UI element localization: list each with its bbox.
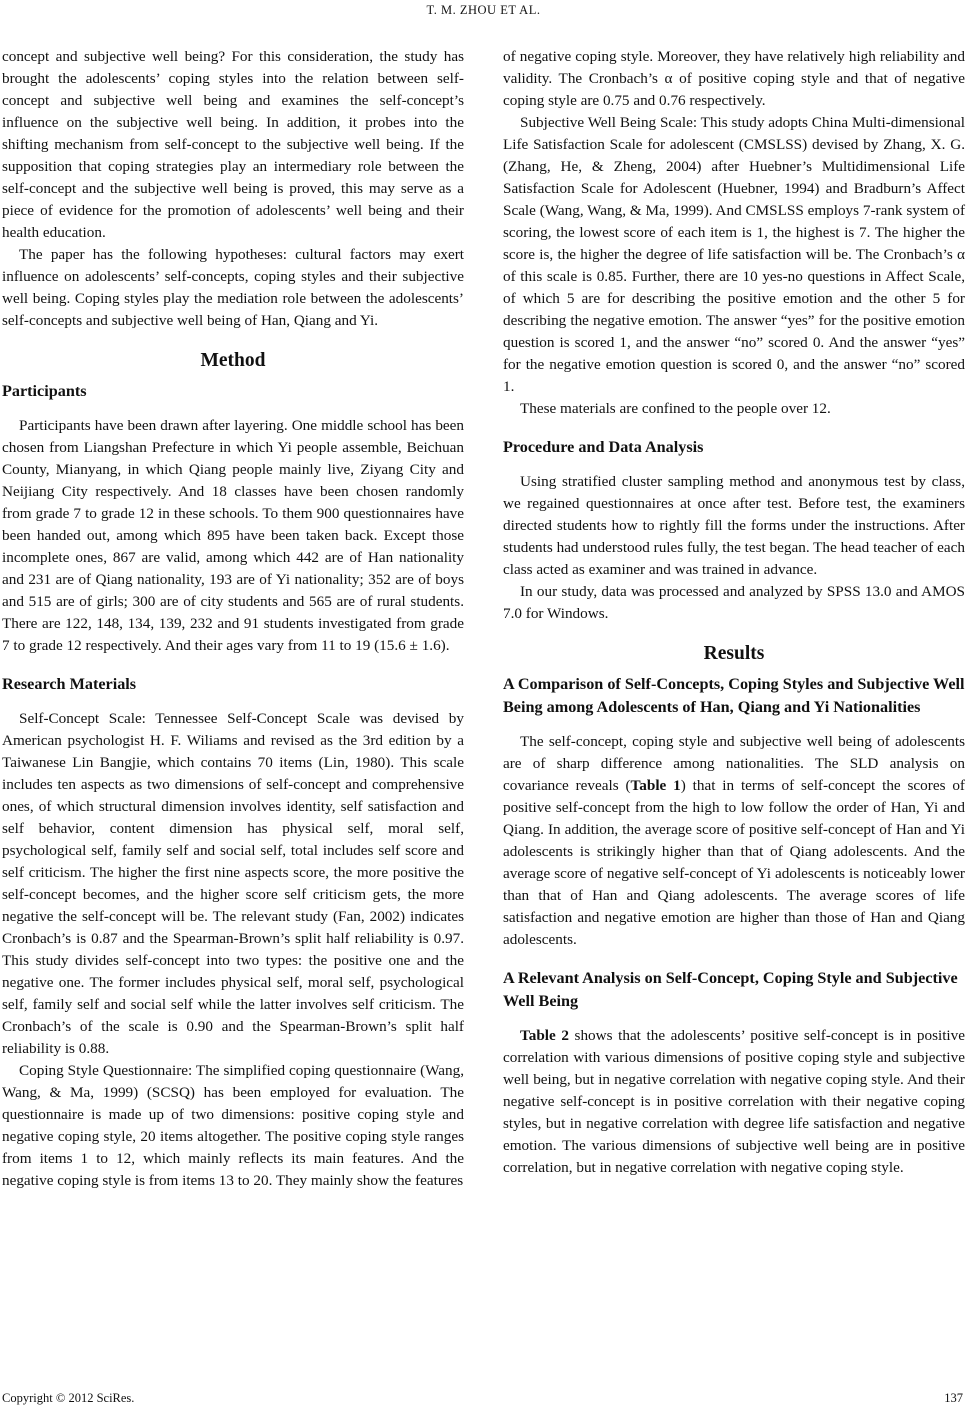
paragraph-text: ) that in terms of self-concept the scores of positive self-concept from the high to low follow the order of Han, Yi and Qiang. In addition, the average score of positive self-concept of Han and Yi adolescents is strikingly higher than that of Qiang adolescents. And the average score of negative self-concept of Yi adolescents is noticeably lower than that of Han and Qiang adolescents. The average scores of life satisfaction and negative emotion are higher than those of Han and Qiang adolescents. <box>503 777 965 948</box>
paragraph: These materials are confined to the people over 12. <box>520 400 831 417</box>
paragraph: Using stratified cluster sampling method and anonymous test by class, we regained questionnaires at once after test. Before test, the examiners directed students how to rightly fill the forms under the instructions. After students had understood rules fully, the test began. The head teacher of each class acted as examiner and was trained in advance. <box>503 473 965 578</box>
paragraph <box>503 731 965 951</box>
paragraph: Subjective Well Being Scale: This study adopts China Multi-dimensional Life Satisfaction Scale for adolescent (CMSLSS) devised by Zhang, X. G. (Zhang, He, & Zheng, 2004) after Huebner’s Multidimensional Life Satisfaction Scale for Adolescent (Huebner, 1994) and Bradburn’s Affect Scale (Wang, Wang, & Ma, 1999). And CMSLSS employs 7-rank system of scoring, the lowest score of each item is 1, the highest is 7. The higher the score is, the higher the degree of life satisfaction will be. The Cronbach’s α of this scale is 0.85. Further, there are 10 yes-no questions in Affect Scale, of which 5 are for describing the positive emotion and the other 5 for describing the negative emotion. The answer “yes” for the positive emotion question is scored 1, and the answer “no” scored 0. And the answer “yes” for the negative emotion question is scored 0, and the answer “no” scored 1. <box>503 114 965 395</box>
paragraph: of negative coping style. Moreover, they have relatively high reliability and validity. The Cronbach’s α of positive coping style and that of negative coping style are 0.75 and 0.76 respectively. <box>503 48 965 109</box>
right-column <box>503 46 965 1179</box>
paragraph: The paper has the following hypotheses: cultural factors may exert influence on adolescents’ self-concepts, coping styles and their subjective well being. Coping styles play the mediation role between the adolescents’ self-concepts and subjective well being of Han, Qiang and Yi. <box>2 246 464 329</box>
paragraph: Coping Style Questionnaire: The simplified coping questionnaire (Wang, Wang, & Ma, 1999) (SCSQ) has been employed for evaluation. The questionnaire is made up of two dimensions: positive coping style and negative coping style, 20 items altogether. The positive coping style ranges from items 1 to 12, which mainly reflects its main features. And the negative coping style is from items 13 to 20. They mainly show the features <box>2 1062 464 1189</box>
paragraph-text: shows that the adolescents’ positive self-concept is in positive correlation with various dimensions of positive coping style and subjective well being, but in negative correlation with negative coping style. And their negative self-concept is in positive correlation with their negative coping styles, but in negative correlation with degree life satisfaction and negative emotion. The various dimensions of subjective well being are in positive correlation, but in negative correlation with negative coping style. <box>503 1027 965 1176</box>
subsection-heading-procedure: Procedure and Data Analysis <box>503 438 704 456</box>
paragraph <box>503 1025 965 1179</box>
table-reference: Table 2 <box>520 1027 569 1044</box>
section-heading-method: Method <box>200 350 266 371</box>
paragraph: In our study, data was processed and analyzed by SPSS 13.0 and AMOS 7.0 for Windows. <box>503 583 965 622</box>
left-column <box>2 46 464 1192</box>
table-reference: Table 1 <box>630 777 681 794</box>
footer-page-number: 137 <box>944 1391 963 1405</box>
paragraph: Self-Concept Scale: Tennessee Self-Concept Scale was devised by American psychologist H. F. Wiliams and revised as the 3rd edition by a Taiwanese Lin Bangjie, which contains 70 items (Lin, 1980). This scale includes ten aspects as two dimensions of self-concept and comprehensive ones, of which structural dimension involves identity, self satisfaction and self behavior, content dimension has physical self, moral self, psychological self, family self and social self, total includes self score and self criticism. The higher the first nine aspects score, the more positive the self-concept becomes, and the higher score self criticism gets, the more negative the self-concept will be. The relevant study (Fan, 2002) indicates Cronbach’s is 0.87 and the Spearman-Brown’s split half reliability is 0.97. This study divides self-concept into two types: the positive one and the negative one. The former includes physical self, moral self, psychological self, family self and social self while the latter involves self criticism. The Cronbach’s of the scale is 0.90 and the Spearman-Brown’s split half reliability is 0.88. <box>2 710 464 1057</box>
subsection-heading-participants: Participants <box>2 382 87 400</box>
subsection-heading-relevant: A Relevant Analysis on Self-Concept, Coping Style and Subjective Well Being <box>503 969 958 1010</box>
footer-copyright: Copyright © 2012 SciRes. <box>2 1391 135 1405</box>
subsection-heading-comparison: A Comparison of Self-Concepts, Coping Styles and Subjective Well Being among Adolescents of Han, Qiang and Yi Nationalities <box>503 675 965 716</box>
paragraph: concept and subjective well being? For this consideration, the study has brought the adolescents’ coping styles into the relation between self-concept and subjective well being and examines the self-concept’s influence on the subjective well being. In addition, it probes into the shifting mechanism from self-concept to the subjective well being. If the supposition that coping strategies play an intermediary role between the self-concept and the subjective well being is proved, this may serve as a piece of evidence for the promotion of adolescents’ well being and their health education. <box>2 48 464 241</box>
subsection-heading-materials: Research Materials <box>2 675 137 693</box>
running-head: T. M. ZHOU ET AL. <box>426 3 541 17</box>
paragraph: Participants have been drawn after layering. One middle school has been chosen from Liangshan Prefecture in which Yi people assemble, Beichuan County, Mianyang, in which Qiang people mainly live, Ziyang City and Neijiang City respectively. And 18 classes have been chosen randomly from grade 7 to grade 12 in these schools. To them 900 questionnaires have been handed out, among which 895 have been taken back. Except those incomplete ones, 867 are valid, among which 442 are of Han nationality and 231 are of Qiang nationality, 193 are of Yi nationality; 352 are of boys and 515 are of girls; 300 are of city students and 565 are of rural students. There are 122, 148, 134, 139, 232 and 91 students investigated from grade 7 to grade 12 respectively. And their ages vary from 11 to 19 (15.6 ± 1.6). <box>2 417 464 654</box>
paragraph-text: The self-concept, coping style and subjective well being of adolescents are of sharp difference among nationalities. The SLD analysis on covariance reveals ( <box>503 733 965 794</box>
section-heading-results: Results <box>703 643 765 664</box>
